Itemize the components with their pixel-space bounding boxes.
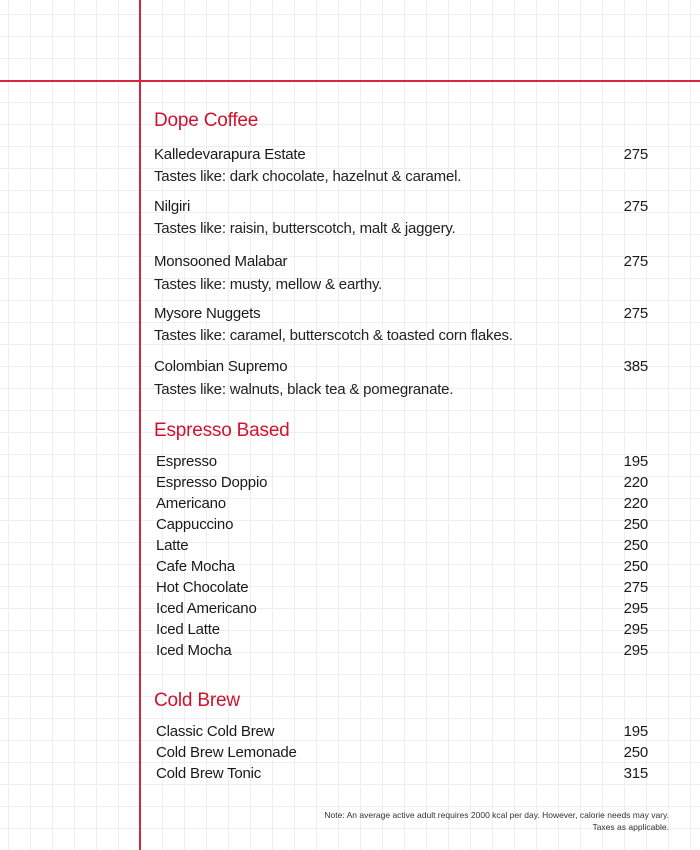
section-title-cold-brew: Cold Brew xyxy=(154,690,240,711)
item-notes: Tastes like: caramel, butterscotch & toasted corn flakes. xyxy=(154,327,513,344)
item-notes: Tastes like: raisin, butterscotch, malt & jaggery. xyxy=(154,220,456,237)
section-title-espresso-based: Espresso Based xyxy=(154,420,290,441)
item-price: 275 xyxy=(623,305,648,322)
item-price: 220 xyxy=(623,474,648,491)
item-notes: Tastes like: dark chocolate, hazelnut & caramel. xyxy=(154,168,462,185)
item-price: 275 xyxy=(623,146,648,163)
item-price: 295 xyxy=(623,621,648,638)
item-price: 250 xyxy=(623,744,648,761)
item-name: Iced Americano xyxy=(156,600,257,617)
calorie-note: Note: An average active adult requires 2000 kcal per day. However, calorie needs may vary. xyxy=(324,810,669,820)
item-price: 250 xyxy=(623,558,648,575)
item-price: 315 xyxy=(623,765,648,782)
item-name: Classic Cold Brew xyxy=(156,723,275,740)
item-name: Cafe Mocha xyxy=(156,558,235,575)
item-price: 275 xyxy=(623,253,648,270)
item-name: Monsooned Malabar xyxy=(154,253,288,270)
item-price: 275 xyxy=(623,579,648,596)
item-notes: Tastes like: walnuts, black tea & pomegranate. xyxy=(154,381,454,398)
item-name: Latte xyxy=(156,537,189,554)
item-name: Mysore Nuggets xyxy=(154,305,261,322)
item-name: Iced Mocha xyxy=(156,642,232,659)
item-name: Cold Brew Tonic xyxy=(156,765,262,782)
item-price: 250 xyxy=(623,516,648,533)
section-title-dope-coffee: Dope Coffee xyxy=(154,110,259,131)
item-price: 195 xyxy=(623,723,648,740)
item-name: Hot Chocolate xyxy=(156,579,249,596)
item-name: Americano xyxy=(156,495,226,512)
item-price: 385 xyxy=(623,358,648,375)
vertical-margin-rule xyxy=(139,0,141,850)
horizontal-margin-rule xyxy=(0,80,700,82)
item-price: 250 xyxy=(623,537,648,554)
item-price: 295 xyxy=(623,642,648,659)
item-name: Espresso Doppio xyxy=(156,474,268,491)
item-price: 275 xyxy=(623,198,648,215)
item-price: 220 xyxy=(623,495,648,512)
item-notes: Tastes like: musty, mellow & earthy. xyxy=(154,276,383,293)
item-price: 295 xyxy=(623,600,648,617)
item-name: Cold Brew Lemonade xyxy=(156,744,297,761)
item-name: Espresso xyxy=(156,453,217,470)
item-price: 195 xyxy=(623,453,648,470)
item-name: Kalledevarapura Estate xyxy=(154,146,306,163)
taxes-note: Taxes as applicable. xyxy=(592,822,669,832)
item-name: Cappuccino xyxy=(156,516,234,533)
item-name: Nilgiri xyxy=(154,198,191,215)
item-name: Iced Latte xyxy=(156,621,220,638)
item-name: Colombian Supremo xyxy=(154,358,288,375)
